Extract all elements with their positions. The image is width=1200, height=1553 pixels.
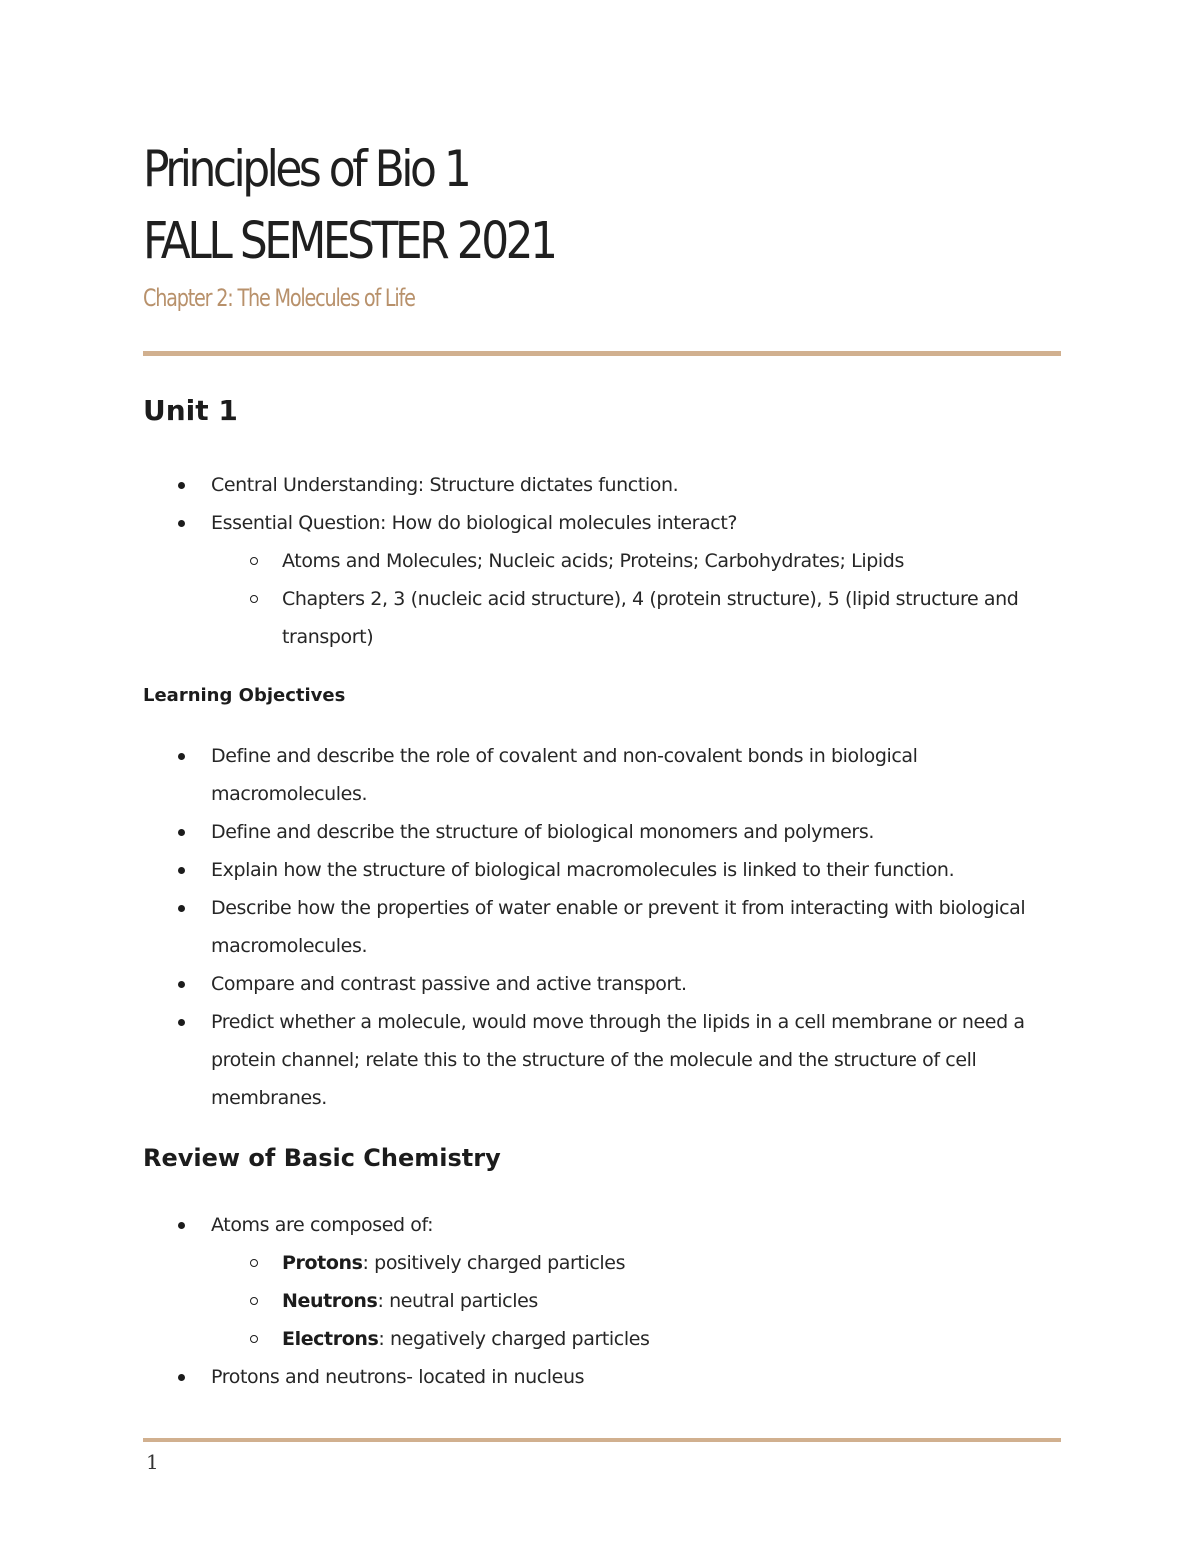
term-description: : positively charged particles <box>362 1252 626 1274</box>
list-item: Protons and neutrons- located in nucleus <box>143 1358 1061 1396</box>
list-item: Explain how the structure of biological macromolecules is linked to their function. <box>143 851 1061 889</box>
list-item: Compare and contrast passive and active transport. <box>143 965 1061 1003</box>
list-item: Define and describe the role of covalent and non-covalent bonds in biological macromolecules. <box>143 737 1061 813</box>
document-title: Principles of Bio 1 <box>143 140 469 198</box>
document-page <box>143 0 1061 1553</box>
term-description: : neutral particles <box>377 1290 538 1312</box>
term-neutrons: Neutrons <box>282 1290 378 1312</box>
list-item: Atoms are composed of: <box>143 1206 1061 1244</box>
document-subtitle: FALL SEMESTER 2021 <box>143 212 555 271</box>
term-electrons: Electrons <box>282 1328 379 1350</box>
chapter-label: Chapter 2: The Molecules of Life <box>143 284 415 312</box>
unit-list <box>143 466 1061 656</box>
chemistry-heading: Review of Basic Chemistry <box>143 1144 501 1172</box>
sub-list-item: Chapters 2, 3 (nucleic acid structure), 4 (protein structure), 5 (lipid structure and transport) <box>143 580 1061 656</box>
list-item: Central Understanding: Structure dictates function. <box>143 466 1061 504</box>
term-description: : negatively charged particles <box>378 1328 650 1350</box>
header-divider <box>143 351 1061 356</box>
objectives-heading: Learning Objectives <box>143 685 346 706</box>
list-item: Define and describe the structure of biological monomers and polymers. <box>143 813 1061 851</box>
page-number: 1 <box>146 1450 159 1474</box>
unit-heading: Unit 1 <box>143 394 238 427</box>
chemistry-list <box>143 1206 1061 1396</box>
list-item: Describe how the properties of water enable or prevent it from interacting with biological macromolecules. <box>143 889 1061 965</box>
term-protons: Protons <box>282 1252 363 1274</box>
objectives-list <box>143 737 1061 1117</box>
sub-list-item: Atoms and Molecules; Nucleic acids; Proteins; Carbohydrates; Lipids <box>143 542 1061 580</box>
sub-list-item <box>143 1320 1061 1358</box>
sub-list-item <box>143 1244 1061 1282</box>
list-item: Essential Question: How do biological molecules interact? <box>143 504 1061 542</box>
list-item: Predict whether a molecule, would move through the lipids in a cell membrane or need a protein channel; relate this to the structure of the molecule and the structure of cell membranes. <box>143 1003 1061 1117</box>
footer-divider <box>143 1438 1061 1442</box>
sub-list-item <box>143 1282 1061 1320</box>
